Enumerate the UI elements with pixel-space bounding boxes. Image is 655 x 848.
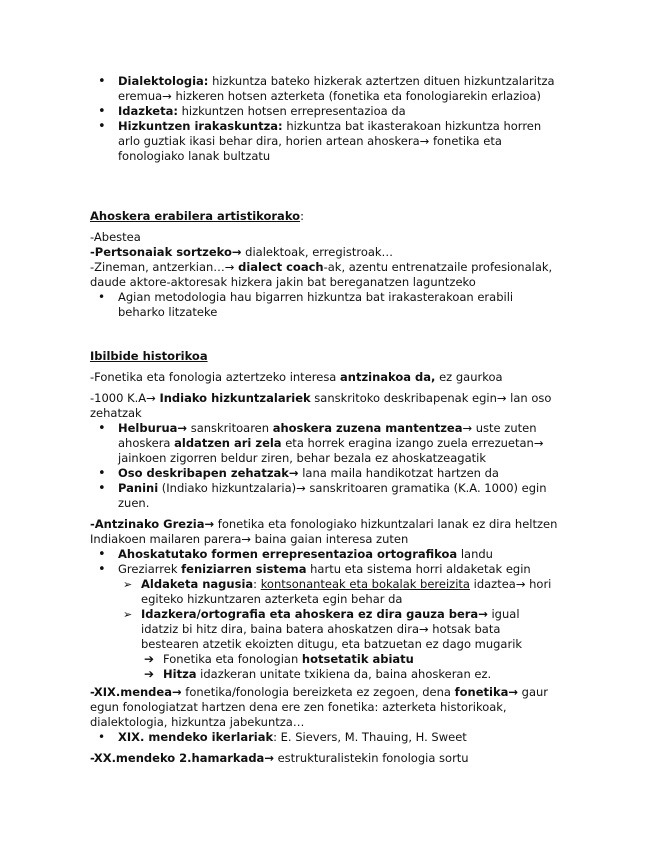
list-item bbox=[90, 421, 560, 466]
text-bold: antzinakoa da, bbox=[340, 370, 436, 384]
text-bold: feniziarren sistema bbox=[181, 562, 307, 576]
fields-list bbox=[90, 74, 560, 164]
text: landu bbox=[457, 547, 493, 561]
list-item bbox=[90, 667, 560, 682]
text: (Indiako hizkuntzalaria)→ sanskritoaren gramatika (K.A. 1000) egin zuen. bbox=[118, 481, 547, 510]
text-bold: Oso deskribapen zehatzak→ bbox=[118, 466, 299, 480]
heading-text: Ahoskera erabilera artistikorako bbox=[90, 209, 301, 223]
definition: hizkuntza bat ikasterakoan hizkuntza horren arlo guztiak ikasi behar dira, horien artean ahoskera→ fonetika eta fonologiako lanak bultzatu bbox=[118, 119, 542, 163]
paragraph bbox=[90, 370, 560, 385]
term: Dialektologia: bbox=[118, 74, 209, 88]
text: → uste zuten ahoskera bbox=[118, 421, 537, 450]
list-item bbox=[90, 104, 560, 119]
paragraph bbox=[90, 230, 560, 245]
text-bold: Idazkera/ortografia eta ahoskera ez dira gauza bera→ bbox=[141, 607, 488, 621]
text: sanskritoko deskribapenak egin→ lan oso zehatzak bbox=[90, 391, 552, 420]
heading-text: Ibilbide historikoa bbox=[90, 349, 208, 363]
text: -Abestea bbox=[90, 230, 141, 244]
text-bold: Helburua→ bbox=[118, 421, 188, 435]
text: -Zineman, antzerkian…→ bbox=[90, 260, 239, 274]
text: ez gaurkoa bbox=[435, 370, 503, 384]
text: igual idatziz bi hitz dira, baina batera ahoskatzen dira→ hotsak bata bestearen atzetik ekoizten ditugu, eta batzuetan ez dago mugarik bbox=[141, 607, 523, 651]
text-bold: dialect coach bbox=[238, 260, 324, 274]
text-bold: -XX.mendeko 2.hamarkada→ bbox=[90, 751, 274, 765]
list-item bbox=[90, 290, 560, 320]
text-bold: -Antzinako Grezia→ bbox=[90, 517, 215, 531]
text-bold: -Pertsonaiak sortzeko→ bbox=[90, 245, 242, 259]
text: idaztea→ hori egiteko hizkuntzaren azterketa egin behar da bbox=[141, 577, 552, 606]
text: -ak, azentu entrenatzaile profesionalak, daude aktore-aktoresak hizkera jakin bat bereganatzen laguntzeko bbox=[90, 260, 553, 289]
definition: hizkuntzen hotsen errepresentazioa da bbox=[181, 104, 406, 118]
text-bold: XIX. mendeko ikerlariak bbox=[118, 730, 274, 744]
xix-list bbox=[90, 730, 560, 745]
greece-arrow-list bbox=[90, 652, 560, 682]
text: fonetika eta fonologiako hizkuntzalari lanak ez dira heltzen Indiakoen mailaren parera→ baina gaian interesa zuten bbox=[90, 517, 558, 546]
paragraph bbox=[90, 751, 560, 766]
definition: hizkuntza bateko hizkerak aztertzen dituen hizkuntzalaritza eremua→ hizkeren hotsen azterketa (fonetika eta fonologiarekin erlazioa) bbox=[118, 74, 555, 103]
text-bold: -XIX.mendea→ bbox=[90, 685, 182, 699]
greece-section bbox=[90, 517, 560, 682]
paragraph bbox=[90, 685, 560, 730]
text: eta horrek eragina izango zuela errezuetan→ jainkoen zigorren beldur ziren, behar bezala ez ahoskatzeagatik bbox=[118, 436, 544, 465]
greece-sublist bbox=[90, 577, 560, 652]
list-item bbox=[90, 74, 560, 104]
list-item bbox=[90, 547, 560, 562]
artistic-section bbox=[90, 230, 560, 320]
section-heading-artistic bbox=[90, 209, 560, 224]
xix-section bbox=[90, 685, 560, 745]
text: fonetika/fonologia bereizketa ez zegoen, dena bbox=[181, 685, 455, 699]
artistic-list bbox=[90, 290, 560, 320]
text-bold: aldatzen ari zela bbox=[174, 436, 282, 450]
term: Hizkuntzen irakaskuntza: bbox=[118, 119, 283, 133]
text: estrukturalistekin fonologia sortu bbox=[273, 751, 469, 765]
paragraph bbox=[90, 245, 560, 260]
list-item bbox=[90, 577, 560, 607]
text: idazkeran unitate txikiena da, baina ahoskeran ez. bbox=[196, 667, 492, 681]
list-item bbox=[90, 562, 560, 577]
text: dialektoak, erregistroak… bbox=[241, 245, 394, 259]
text-bold: Panini bbox=[118, 481, 159, 495]
term: Idazketa: bbox=[118, 104, 178, 118]
list-item bbox=[90, 481, 560, 511]
text: sanskritoaren bbox=[187, 421, 273, 435]
paragraph bbox=[90, 517, 560, 547]
section-heading-historical bbox=[90, 349, 560, 364]
text: : bbox=[253, 577, 261, 591]
text: : E. Sievers, M. Thauing, H. Sweet bbox=[273, 730, 467, 744]
text-underlined: kontsonanteak eta bokalak bereizita bbox=[260, 577, 470, 591]
india-section bbox=[90, 391, 560, 511]
list-item bbox=[90, 652, 560, 667]
text-bold: Indiako hizkuntzalariek bbox=[159, 391, 311, 405]
text-bold: Ahoskatutako formen errepresentazioa ortografikoa bbox=[118, 547, 458, 561]
text: Greziarrek bbox=[118, 562, 182, 576]
text-bold: Hitza bbox=[163, 667, 197, 681]
paragraph bbox=[90, 391, 560, 421]
list-item bbox=[90, 607, 560, 652]
text: -Fonetika eta fonologia aztertzeko interesa bbox=[90, 370, 341, 384]
list-item bbox=[90, 730, 560, 745]
greece-list bbox=[90, 547, 560, 577]
text: Fonetika eta fonologian bbox=[163, 652, 302, 666]
list-item bbox=[90, 466, 560, 481]
text: lana maila handikotzat hartzen da bbox=[298, 466, 499, 480]
text-bold: ahoskera zuzena mantentzea bbox=[272, 421, 463, 435]
list-item bbox=[90, 119, 560, 164]
text-bold: fonetika→ bbox=[454, 685, 518, 699]
heading-colon: : bbox=[300, 209, 304, 223]
text-bold: hotsetatik abiatu bbox=[301, 652, 414, 666]
text: hartu eta sistema horri aldaketak egin bbox=[306, 562, 531, 576]
text: -1000 K.A→ bbox=[90, 391, 160, 405]
text: Agian metodologia hau bigarren hizkuntza bat irakasterakoan erabili beharko litzateke bbox=[118, 290, 514, 319]
text: gaur egun fonologiatzat hartzen dena ere zen fonetika: azterketa historikoak, dialektologia, hizkuntza jabekuntza… bbox=[90, 685, 549, 729]
india-list bbox=[90, 421, 560, 511]
text-bold: Aldaketa nagusia bbox=[141, 577, 254, 591]
paragraph bbox=[90, 260, 560, 290]
